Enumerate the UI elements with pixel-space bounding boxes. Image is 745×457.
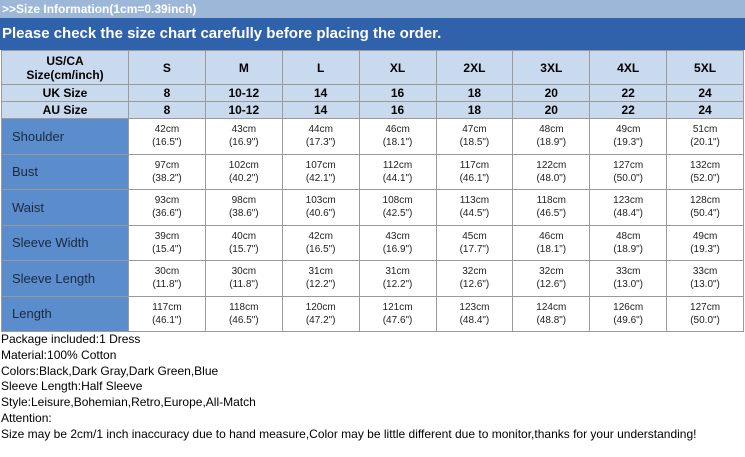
- cm-value: 47cm: [462, 124, 487, 136]
- inch-value: (46.1"): [459, 172, 490, 184]
- measurement-cell: [129, 154, 206, 190]
- inch-value: (38.6"): [228, 208, 259, 220]
- cm-value: 49cm: [692, 230, 718, 242]
- measurement-cell: [436, 261, 513, 297]
- size-header: 4XL: [590, 51, 667, 85]
- cm-value: 127cm: [690, 301, 721, 313]
- cm-value: 132cm: [690, 159, 721, 171]
- measurement-cell: [436, 154, 513, 190]
- au-size-row: [2, 102, 744, 119]
- au-size-cell: 20: [513, 102, 590, 119]
- measurement-row: [2, 261, 744, 297]
- measurement-cell: [667, 225, 744, 261]
- uk-size-row: [2, 85, 744, 102]
- cm-value: 118cm: [536, 195, 566, 207]
- cm-value: 128cm: [690, 195, 721, 207]
- inch-value: (17.7"): [459, 243, 490, 255]
- uk-size-cell: 20: [513, 85, 590, 102]
- inch-value: (48.8"): [536, 314, 567, 326]
- measurement-cell: [205, 261, 282, 297]
- inch-value: (20.1"): [690, 137, 720, 149]
- uk-size-cell: 14: [282, 85, 359, 102]
- note-line: Material:100% Cotton: [1, 347, 117, 362]
- inch-value: (12.6"): [536, 279, 567, 291]
- measurement-cell: [513, 225, 590, 261]
- cm-value: 107cm: [305, 159, 336, 171]
- measurement-cell: [359, 190, 436, 226]
- cm-value: 42cm: [154, 124, 180, 136]
- inch-value: (40.2"): [228, 172, 259, 184]
- cm-value: 39cm: [154, 230, 180, 242]
- measurement-cell: [590, 225, 667, 261]
- uk-size-cell: 24: [667, 85, 744, 102]
- au-size-cell: 10-12: [205, 102, 282, 119]
- note-line: Package included:1 Dress: [1, 332, 141, 346]
- instruction-banner: Please check the size chart carefully before placing the order.: [0, 18, 745, 50]
- cm-value: 117cm: [152, 301, 182, 313]
- inch-value: (15.7"): [228, 243, 259, 255]
- note-line: Attention:: [1, 410, 52, 425]
- note-line: Sleeve Length:Half Sleeve: [1, 379, 143, 394]
- measurement-row: [2, 154, 744, 190]
- inch-value: (46.5"): [536, 208, 567, 220]
- measurement-label: Sleeve Length: [2, 261, 129, 297]
- inch-value: (15.4"): [152, 243, 182, 255]
- inch-value: (18.1"): [536, 243, 567, 255]
- measurement-cell: [590, 154, 667, 190]
- cm-value: 97cm: [154, 159, 180, 171]
- inch-value: (46.5"): [228, 314, 259, 326]
- cm-value: 33cm: [692, 266, 718, 278]
- cm-value: 118cm: [229, 301, 259, 313]
- corner-label-line1: US/CA: [46, 53, 84, 68]
- measurement-cell: [129, 190, 206, 226]
- cm-value: 102cm: [228, 159, 259, 171]
- inch-value: (18.9"): [536, 137, 567, 149]
- uk-size-cell: 10-12: [205, 85, 282, 102]
- cm-value: 43cm: [385, 230, 410, 242]
- measurement-cell: [667, 154, 744, 190]
- uk-size-cell: 16: [359, 85, 436, 102]
- measurement-row: [2, 225, 744, 261]
- cm-value: 108cm: [382, 195, 413, 207]
- inch-value: (11.8"): [152, 279, 182, 291]
- measurement-cell: [205, 154, 282, 190]
- cm-value: 113cm: [459, 195, 490, 207]
- cm-value: 122cm: [536, 159, 567, 171]
- measurement-cell: [129, 225, 206, 261]
- measurement-cell: [205, 190, 282, 226]
- measurement-cell: [282, 119, 359, 155]
- size-header: 2XL: [436, 51, 513, 85]
- measurement-label: Sleeve Width: [2, 225, 129, 261]
- cm-value: 46cm: [385, 124, 410, 136]
- cm-value: 32cm: [462, 266, 487, 278]
- measurement-label: Shoulder: [2, 119, 129, 155]
- cm-value: 48cm: [539, 124, 564, 136]
- measurement-cell: [513, 190, 590, 226]
- cm-value: 44cm: [308, 124, 333, 136]
- measurement-row: [2, 296, 744, 332]
- inch-value: (48.4"): [459, 314, 490, 326]
- cm-value: 126cm: [613, 301, 644, 313]
- cm-value: 48cm: [615, 230, 641, 242]
- cm-value: 45cm: [462, 230, 487, 242]
- measurement-label: Waist: [2, 190, 129, 226]
- cm-value: 127cm: [613, 159, 644, 171]
- measurement-cell: [359, 225, 436, 261]
- size-header: M: [205, 51, 282, 85]
- cm-value: 31cm: [385, 266, 410, 278]
- measurement-cell: [205, 296, 282, 332]
- inch-value: (44.5"): [459, 208, 490, 220]
- au-size-cell: 22: [590, 102, 667, 119]
- size-info-heading: >>Size Information(1cm=0.39inch): [0, 0, 745, 18]
- product-notes: [0, 332, 745, 443]
- inch-value: (47.2"): [305, 314, 336, 326]
- size-header: 3XL: [513, 51, 590, 85]
- size-header-row: [2, 51, 744, 85]
- measurement-row: [2, 190, 744, 226]
- measurement-cell: [205, 225, 282, 261]
- uk-size-label: UK Size: [2, 85, 129, 102]
- inch-value: (13.0"): [690, 279, 720, 291]
- inch-value: (16.9"): [382, 243, 413, 255]
- measurement-cell: [436, 190, 513, 226]
- measurement-cell: [129, 261, 206, 297]
- uk-size-cell: 22: [590, 85, 667, 102]
- measurement-cell: [513, 119, 590, 155]
- cm-value: 40cm: [231, 230, 257, 242]
- inch-value: (18.9"): [613, 243, 644, 255]
- corner-label-line2: Size(cm/inch): [26, 67, 104, 82]
- measurement-label: Bust: [2, 154, 129, 190]
- au-size-cell: 24: [667, 102, 744, 119]
- measurement-cell: [590, 261, 667, 297]
- inch-value: (50.0"): [690, 314, 720, 326]
- inch-value: (50.0"): [613, 172, 644, 184]
- measurement-cell: [282, 154, 359, 190]
- measurement-cell: [359, 296, 436, 332]
- cm-value: 46cm: [539, 230, 564, 242]
- inch-value: (12.6"): [459, 279, 490, 291]
- au-size-cell: 14: [282, 102, 359, 119]
- measurement-row: [2, 119, 744, 155]
- measurement-label: Length: [2, 296, 129, 332]
- measurement-cell: [590, 119, 667, 155]
- measurement-cell: [667, 296, 744, 332]
- cm-value: 117cm: [459, 159, 490, 171]
- au-size-cell: 8: [129, 102, 206, 119]
- inch-value: (19.3"): [613, 137, 644, 149]
- inch-value: (52.0"): [690, 172, 720, 184]
- size-header: S: [129, 51, 206, 85]
- measurement-cell: [359, 119, 436, 155]
- size-header: 5XL: [667, 51, 744, 85]
- inch-value: (49.6"): [613, 314, 644, 326]
- cm-value: 30cm: [231, 266, 257, 278]
- cm-value: 51cm: [692, 124, 718, 136]
- cm-value: 30cm: [154, 266, 180, 278]
- note-line: Style:Leisure,Bohemian,Retro,Europe,All-Match: [1, 395, 256, 410]
- measurement-cell: [667, 190, 744, 226]
- inch-value: (16.5"): [305, 243, 336, 255]
- cm-value: 42cm: [308, 230, 333, 242]
- size-header: L: [282, 51, 359, 85]
- uk-size-cell: 8: [129, 85, 206, 102]
- note-line: Size may be 2cm/1 inch inaccuracy due to hand measure,Color may be little different due to monitor,thanks for your understanding!: [1, 426, 697, 441]
- measurement-cell: [667, 119, 744, 155]
- cm-value: 93cm: [154, 195, 180, 207]
- cm-value: 43cm: [231, 124, 257, 136]
- measurement-cell: [667, 261, 744, 297]
- inch-value: (38.2"): [152, 172, 182, 184]
- inch-value: (42.1"): [305, 172, 336, 184]
- measurement-cell: [436, 119, 513, 155]
- au-size-label: AU Size: [2, 102, 129, 119]
- measurement-cell: [590, 190, 667, 226]
- measurement-cell: [282, 190, 359, 226]
- measurement-cell: [513, 261, 590, 297]
- cm-value: 123cm: [459, 301, 490, 313]
- inch-value: (17.3"): [305, 137, 336, 149]
- measurement-cell: [513, 296, 590, 332]
- inch-value: (12.2"): [305, 279, 336, 291]
- size-chart-table: [1, 50, 744, 332]
- cm-value: 121cm: [382, 301, 413, 313]
- cm-value: 32cm: [539, 266, 564, 278]
- inch-value: (40.6"): [305, 208, 336, 220]
- measurement-cell: [436, 225, 513, 261]
- inch-value: (11.8"): [229, 279, 259, 291]
- cm-value: 31cm: [308, 266, 333, 278]
- measurement-cell: [436, 296, 513, 332]
- measurement-cell: [359, 154, 436, 190]
- measurement-cell: [205, 119, 282, 155]
- measurement-cell: [282, 261, 359, 297]
- measurement-cell: [590, 296, 667, 332]
- corner-label: [2, 51, 129, 85]
- inch-value: (42.5"): [382, 208, 413, 220]
- cm-value: 49cm: [615, 124, 641, 136]
- measurement-cell: [129, 119, 206, 155]
- measurement-cell: [282, 225, 359, 261]
- inch-value: (47.6"): [382, 314, 413, 326]
- au-size-cell: 16: [359, 102, 436, 119]
- cm-value: 98cm: [231, 195, 257, 207]
- inch-value: (36.6"): [152, 208, 182, 220]
- inch-value: (48.4"): [613, 208, 644, 220]
- inch-value: (16.5"): [152, 137, 182, 149]
- measurement-cell: [282, 296, 359, 332]
- measurement-cell: [513, 154, 590, 190]
- cm-value: 103cm: [305, 195, 336, 207]
- measurement-cell: [359, 261, 436, 297]
- inch-value: (50.4"): [690, 208, 720, 220]
- inch-value: (13.0"): [613, 279, 644, 291]
- inch-value: (18.1"): [382, 137, 413, 149]
- measurement-cell: [129, 296, 206, 332]
- inch-value: (48.0"): [536, 172, 567, 184]
- au-size-cell: 18: [436, 102, 513, 119]
- inch-value: (12.2"): [382, 279, 413, 291]
- inch-value: (16.9"): [228, 137, 259, 149]
- cm-value: 33cm: [615, 266, 641, 278]
- inch-value: (19.3"): [690, 243, 720, 255]
- size-header: XL: [359, 51, 436, 85]
- inch-value: (44.1"): [382, 172, 413, 184]
- note-line: Colors:Black,Dark Gray,Dark Green,Blue: [1, 363, 219, 378]
- uk-size-cell: 18: [436, 85, 513, 102]
- cm-value: 123cm: [613, 195, 644, 207]
- cm-value: 124cm: [536, 301, 567, 313]
- inch-value: (46.1"): [152, 314, 182, 326]
- inch-value: (18.5"): [459, 137, 490, 149]
- cm-value: 120cm: [305, 301, 336, 313]
- cm-value: 112cm: [382, 159, 413, 171]
